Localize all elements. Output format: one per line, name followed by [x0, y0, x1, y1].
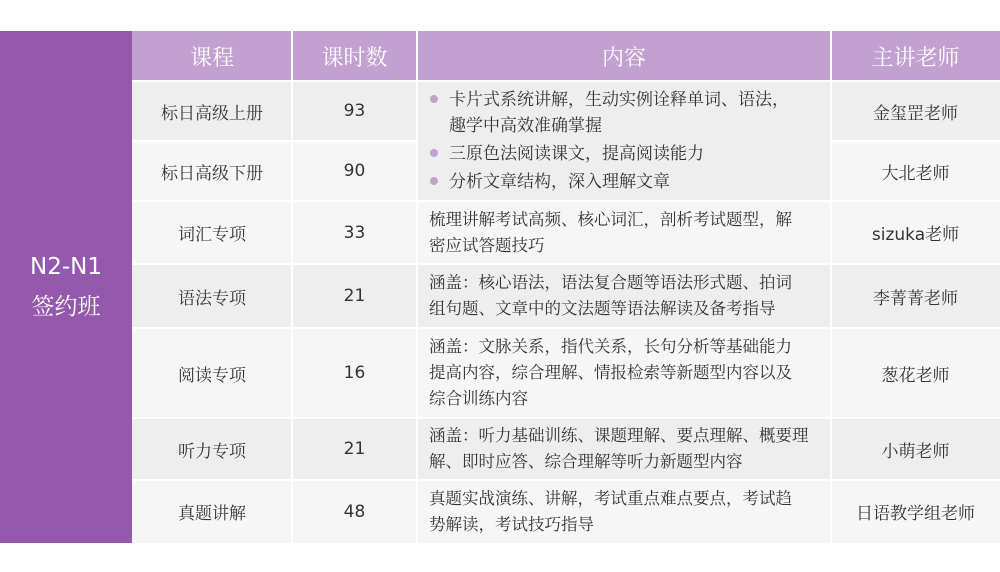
header-content: 内容 [417, 31, 831, 81]
textbook-content-cell [417, 81, 831, 201]
table-row-course: 标日高级上册 [132, 81, 292, 141]
table-row-teacher: 小萌老师 [831, 418, 1000, 480]
table-row-course: 真题讲解 [132, 480, 292, 543]
table-row-teacher: 日语教学组老师 [831, 480, 1000, 543]
table-row-hours: 33 [292, 201, 417, 264]
list-item: 三原色法阅读课文，提高阅读能力 [427, 141, 789, 167]
bullet-dot-icon [430, 177, 438, 185]
table-row-teacher: 金玺罡老师 [831, 81, 1000, 141]
list-item: 分析文章结构，深入理解文章 [427, 169, 789, 195]
bullet-dot-icon [430, 95, 438, 103]
row-divider [132, 200, 1000, 202]
row-divider [132, 140, 417, 142]
table-row-course: 听力专项 [132, 418, 292, 480]
table-row-hours: 90 [292, 141, 417, 201]
table-row-content: 梳理讲解考试高频、核心词汇，剖析考试题型，解 密应试答题技巧 [417, 201, 831, 264]
row-divider [132, 80, 1000, 82]
row-divider [831, 140, 1000, 142]
class-label-band [0, 31, 132, 543]
header-teacher: 主讲老师 [831, 31, 1000, 81]
header-course: 课程 [132, 31, 292, 81]
bullet-dot-icon [430, 149, 438, 157]
table-row-course: 语法专项 [132, 264, 292, 328]
table-row-teacher: 葱花老师 [831, 328, 1000, 418]
course-table [132, 31, 1000, 543]
table-row-hours: 16 [292, 328, 417, 418]
column-divider [291, 31, 293, 543]
row-divider [132, 263, 1000, 265]
table-row-content: 涵盖：听力基础训练、课题理解、要点理解、概要理 解、即时应答、综合理解等听力新题型内容 [417, 418, 831, 480]
row-divider [132, 479, 1000, 481]
class-level-label: N2-N1 [30, 254, 102, 280]
table-row-teacher: sizuka老师 [831, 201, 1000, 264]
table-row-course: 阅读专项 [132, 328, 292, 418]
table-row-content: 涵盖：文脉关系，指代关系，长句分析等基础能力 提高内容，综合理解、情报检索等新题型内容以及 综合训练内容 [417, 328, 831, 418]
header-hours: 课时数 [292, 31, 417, 81]
table-row-hours: 21 [292, 264, 417, 328]
table-row-hours: 21 [292, 418, 417, 480]
textbook-bullet-list [427, 85, 789, 197]
table-row-teacher: 李菁菁老师 [831, 264, 1000, 328]
column-divider [416, 31, 418, 543]
class-type-label: 签约班 [31, 294, 101, 320]
table-row-content: 涵盖：核心语法，语法复合题等语法形式题、拍词 组句题、文章中的文法题等语法解读及备考指导 [417, 264, 831, 328]
table-row-course: 标日高级下册 [132, 141, 292, 201]
table-row-hours: 93 [292, 81, 417, 141]
row-divider [132, 327, 1000, 329]
table-row-teacher: 大北老师 [831, 141, 1000, 201]
column-divider [830, 31, 832, 543]
table-row-content: 真题实战演练、讲解，考试重点难点要点，考试趋 势解读，考试技巧指导 [417, 480, 831, 543]
list-item: 卡片式系统讲解，生动实例诠释单词、语法， 趣学中高效准确掌握 [427, 87, 789, 139]
table-row-hours: 48 [292, 480, 417, 543]
row-divider [132, 417, 1000, 419]
table-row-course: 词汇专项 [132, 201, 292, 264]
